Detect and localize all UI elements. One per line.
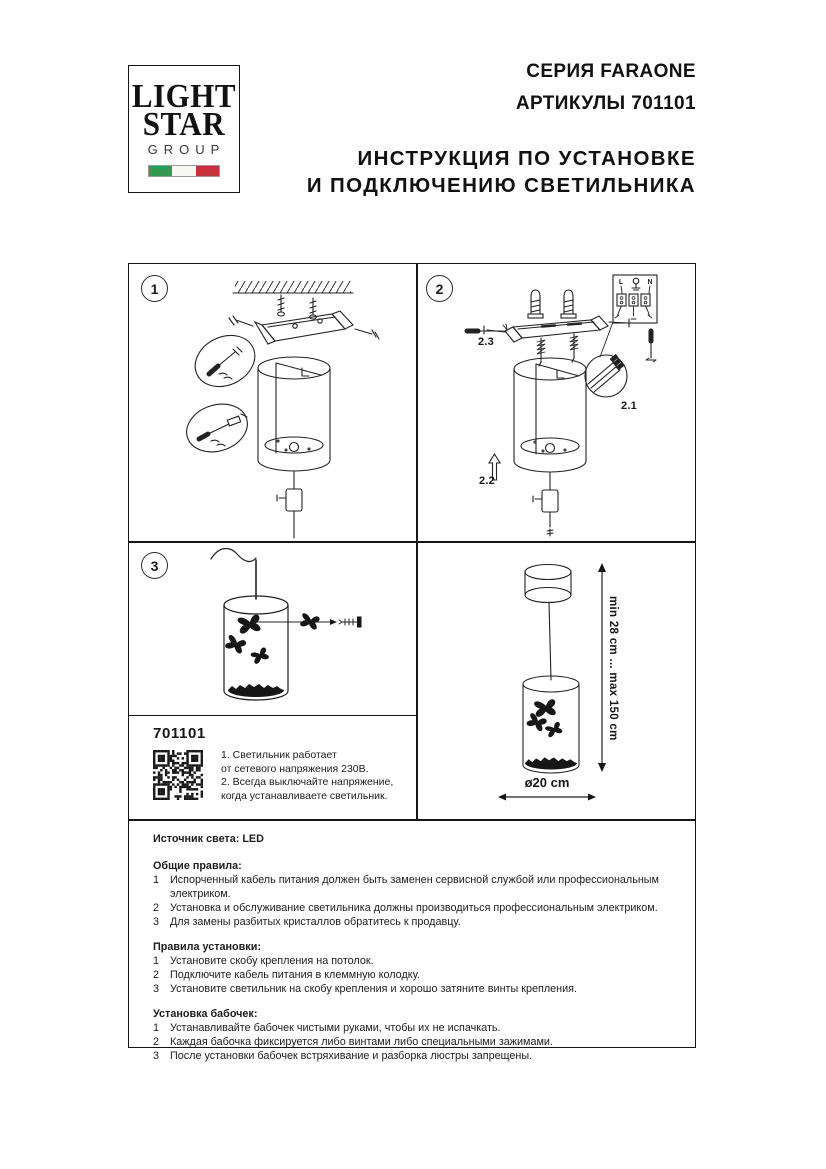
item-text: Для замены разбитых кристаллов обратитесь к продавцу. (170, 916, 461, 928)
arrowhead-left (498, 794, 506, 801)
butterfly-icon (544, 720, 564, 738)
mounting-bracket (229, 311, 379, 344)
suspension-cord (533, 472, 558, 536)
doc-title-line2: И ПОДКЛЮЧЕНИЮ СВЕТИЛЬНИКА (306, 174, 696, 197)
doc-title-line1: ИНСТРУКЦИЯ ПО УСТАНОВКЕ (357, 147, 696, 170)
ceiling-screws-icon (278, 295, 317, 319)
article-title: АРТИКУЛЫ 701101 (515, 93, 696, 114)
list-item (153, 1035, 691, 1049)
screw-head (357, 617, 362, 628)
section-butterflies (153, 1007, 691, 1063)
butterfly-icon (300, 613, 321, 630)
row-divider-2 (129, 819, 695, 821)
item-text: Устанавливайте бабочек чистыми руками, чтобы их не испачкать. (170, 1022, 501, 1034)
qr-code (153, 750, 203, 800)
screwdriver-small-icon (646, 331, 656, 362)
arrowhead-up (598, 563, 606, 572)
butterfly-icon (533, 698, 558, 719)
item-number: 1 (153, 874, 160, 886)
safety-note-line: когда устанавливаете светильник. (221, 789, 388, 802)
step-number-1: 1 (150, 280, 159, 297)
light-source-line: Источник света: LED (153, 833, 264, 845)
label-2-1: 2.1 (621, 400, 637, 412)
terminal-label-l: L (618, 279, 624, 286)
item-number: 2 (153, 1036, 160, 1048)
wires-callout-circle (585, 354, 627, 397)
butterfly-cluster (228, 684, 284, 697)
list-item (153, 1049, 691, 1063)
ceiling-canopy (525, 565, 571, 603)
item-text: Подключите кабель питания в клеммную колодку. (170, 969, 420, 981)
italian-flag-icon (148, 165, 220, 177)
list-item (153, 901, 691, 915)
lightstar-logo (128, 65, 240, 193)
logo-word-group: GROUP (147, 142, 226, 157)
safety-notes (221, 749, 393, 803)
arrowhead (330, 619, 337, 625)
diagram-grid (128, 263, 696, 1062)
lamp-shade (224, 596, 288, 700)
flag-green (149, 166, 172, 176)
arrowhead-down (598, 763, 606, 772)
list-item (153, 873, 691, 901)
suspension-cord (277, 471, 302, 538)
callout-insert-dowel (180, 397, 253, 460)
flag-red (196, 166, 219, 176)
label-2-3: 2.3 (478, 336, 494, 348)
height-dimension-label: min 28 cm ... max 150 cm (607, 595, 619, 741)
butterfly-icon (236, 613, 262, 636)
wall-anchors-icon (528, 290, 576, 318)
step3-diagram (129, 542, 416, 715)
butterfly-cluster (525, 757, 577, 769)
safety-note-line: 1. Светильник работает (221, 749, 337, 761)
step1-diagram (129, 264, 416, 541)
safety-note-line: от сетевого напряжения 230В. (221, 762, 369, 775)
item-text: После установки бабочек встряхивание и разборка люстры запрещены. (170, 1050, 533, 1062)
step-number-3: 3 (150, 557, 159, 574)
butterfly-icon (250, 646, 271, 666)
item-number: 3 (153, 916, 160, 928)
label-2-2: 2.2 (479, 475, 495, 487)
logo-word-light: LIGHT (131, 76, 237, 115)
callout-drill-anchor (187, 326, 264, 396)
suspension-cord (549, 602, 551, 680)
item-number: 3 (153, 1050, 160, 1062)
item-number: 2 (153, 969, 160, 981)
list-item (153, 915, 691, 929)
section-title: Установка бабочек: (153, 1008, 258, 1020)
threaded-screws-icon (537, 334, 578, 366)
item-number: 2 (153, 902, 160, 914)
terminal-label-n: N (647, 279, 653, 286)
canopy-housing (514, 358, 586, 472)
butterfly-icon (224, 634, 247, 654)
list-item (153, 982, 691, 996)
item-text: Каждая бабочка фиксируется либо винтами либо специальными зажимами. (170, 1036, 553, 1048)
hanging-cord (211, 549, 256, 562)
list-item (153, 1021, 691, 1035)
item-text: Испорченный кабель питания должен быть заменен сервисной службой или профессиональным электриком. (170, 874, 659, 900)
list-item (153, 968, 691, 982)
logo-word-star: STAR (142, 104, 226, 143)
document-header (307, 61, 696, 198)
instructions-text (153, 832, 691, 1063)
item-text: Установите скобу крепления на потолок. (170, 955, 374, 967)
step-number-2: 2 (435, 280, 444, 297)
diameter-dimension-label: ø20 cm (524, 775, 570, 790)
step2-diagram (417, 264, 697, 541)
series-title: СЕРИЯ FARAONE (526, 61, 696, 82)
section-general-rules (153, 859, 691, 929)
item-text: Установка и обслуживание светильника должны производиться профессиональным электриком. (170, 902, 658, 914)
canopy-housing (258, 357, 330, 471)
article-number: 701101 (153, 725, 206, 742)
section-title: Правила установки: (153, 941, 261, 953)
sub-divider (129, 715, 417, 716)
item-text: Установите светильник на скобу крепления и хорошо затяните винты крепления. (170, 983, 577, 995)
item-number: 1 (153, 955, 160, 967)
safety-note-line: 2. Всегда выключайте напряжение, (221, 776, 394, 789)
fixing-screw-icon (339, 619, 357, 625)
item-number: 1 (153, 1022, 160, 1034)
list-item (153, 954, 691, 968)
ceiling-hatch (235, 281, 351, 293)
item-number: 3 (153, 983, 160, 995)
section-install-rules (153, 940, 691, 996)
section-title: Общие правила: (153, 860, 242, 872)
arrowhead-right (588, 794, 596, 801)
flag-white (172, 166, 195, 176)
